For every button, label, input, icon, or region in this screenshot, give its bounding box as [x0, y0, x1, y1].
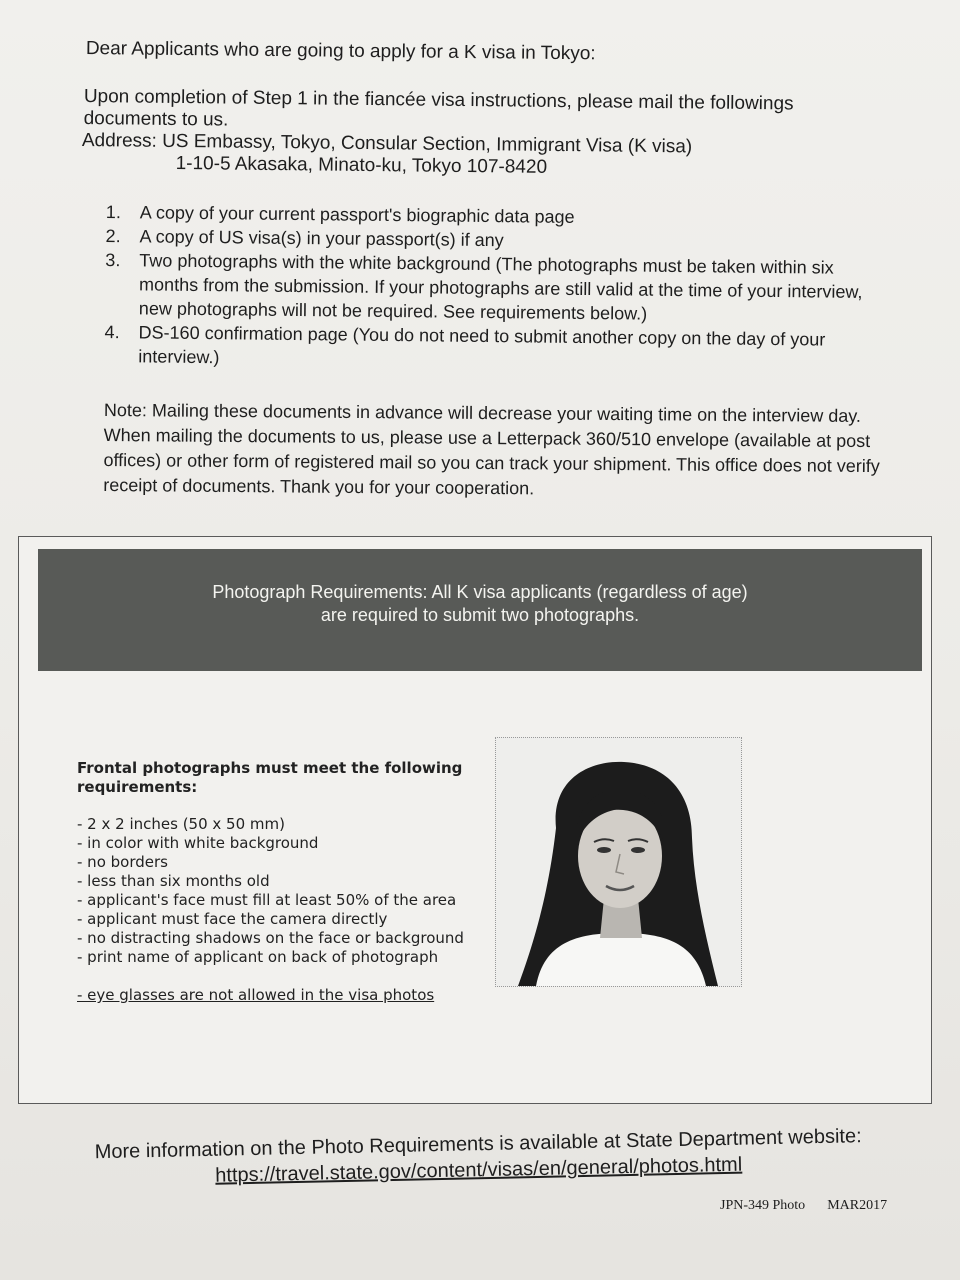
list-item-number: 1.	[105, 201, 121, 223]
photo-requirements-banner	[38, 549, 922, 671]
address-line-1: Address: US Embassy, Tokyo, Consular Section, Immigrant Visa (K visa)	[81, 130, 693, 158]
list-item-number: 4.	[104, 321, 120, 343]
requirements-heading: Frontal photographs must meet the following requirements:	[77, 759, 463, 796]
requirement-item: - print name of applicant on back of photograph	[77, 948, 439, 966]
note-paragraph: Note: Mailing these documents in advance will decrease your waiting time on the interview day. When mailing the documents to us, please use a Letterpack 360/510 envelope (available at post offices) or other form of registered mail so you can track your shipment. This office does not verify receipt of documents. Thank you for your cooperation.	[103, 399, 880, 499]
sample-passport-photo	[495, 737, 742, 987]
requirement-item: - no distracting shadows on the face or background	[77, 929, 464, 947]
banner-line-2: are required to submit two photographs.	[320, 605, 640, 625]
list-item-text: Two photographs with the white background (The photographs must be taken within six months from the submission. If your photographs are still valid at the time of your interview, new photographs will not be required. See requirements below.)	[138, 250, 863, 324]
requirement-item: - 2 x 2 inches (50 x 50 mm)	[77, 815, 285, 833]
list-item	[105, 248, 886, 328]
portrait-illustration	[496, 738, 741, 986]
requirement-item: - applicant's face must fill at least 50% of the area	[77, 891, 457, 909]
requirements-block	[77, 759, 497, 1005]
photo-requirements-box	[18, 536, 932, 1104]
requirement-item: - no borders	[77, 853, 168, 871]
requirement-item: - applicant must face the camera directly	[77, 910, 388, 928]
address-line-2: 1-10-5 Akasaka, Minato-ku, Tokyo 107-8420	[175, 152, 548, 178]
list-item-text: A copy of US visa(s) in your passport(s) if any	[139, 226, 504, 251]
documents-list	[104, 200, 886, 376]
form-code	[720, 1198, 887, 1214]
more-info	[58, 1122, 899, 1192]
state-department-link[interactable]: https://travel.state.gov/content/visas/en/general/photos.html	[215, 1153, 743, 1187]
requirement-item: - less than six months old	[77, 872, 270, 890]
form-date: MAR2017	[827, 1198, 888, 1213]
greeting: Dear Applicants who are going to apply for a K visa in Tokyo:	[85, 38, 596, 65]
list-item-text: A copy of your current passport's biographic data page	[139, 202, 575, 227]
requirement-item: - in color with white background	[77, 834, 319, 852]
more-info-text: More information on the Photo Requirements is available at State Department website:	[94, 1125, 862, 1164]
list-item	[104, 320, 884, 376]
list-item-number: 3.	[105, 249, 121, 271]
list-item-number: 2.	[105, 225, 121, 247]
form-number: JPN-349 Photo	[720, 1198, 806, 1213]
intro-paragraph: Upon completion of Step 1 in the fiancée visa instructions, please mail the followings documents to us.	[83, 86, 794, 131]
eyeglasses-note: - eye glasses are not allowed in the visa photos	[77, 986, 435, 1004]
address-block	[82, 130, 693, 180]
banner-line-1: Photograph Requirements: All K visa applicants (regardless of age)	[212, 582, 748, 602]
list-item-text: DS-160 confirmation page (You do not need to submit another copy on the day of your interview.)	[138, 322, 826, 368]
requirements-list	[77, 815, 497, 967]
